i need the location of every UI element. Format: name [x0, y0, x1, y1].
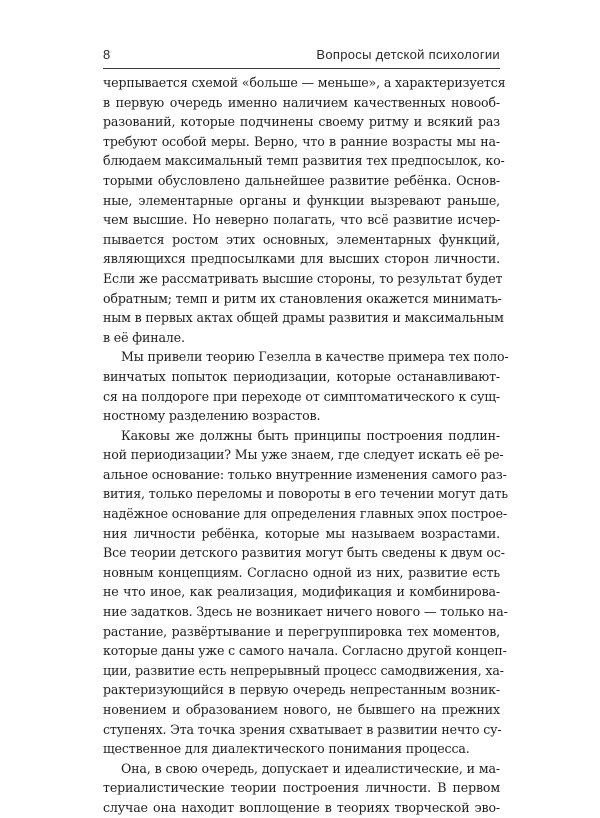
- text-line: требуют особой меры. Верно, что в ранние возрасты мы на-: [103, 133, 500, 149]
- text-line: Мы привели теорию Гезелла в качестве примера тех поло-: [121, 349, 509, 365]
- text-line: ной периодизации? Мы уже знаем, где следует искать её ре-: [103, 447, 504, 463]
- text-line: альное основание: только внутренние изменения самого раз-: [103, 466, 507, 482]
- page-number: 8: [103, 47, 111, 62]
- text-line: торыми обусловлено дальнейшее развитие ребёнка. Основ-: [103, 172, 500, 188]
- body-text: [103, 73, 509, 818]
- text-line: Каковы же должны быть принципы построения подлин-: [121, 427, 500, 443]
- text-line: блюдаем максимальный темп развития тех предпосылок, ко-: [103, 153, 505, 169]
- text-line: не что иное, как реализация, модификация и комбинирова-: [103, 584, 500, 600]
- text-line: щественное для диалектического понимания процесса.: [103, 741, 470, 757]
- text-line: ступенях. Эта точка зрения схватывает в развитии нечто су-: [103, 721, 502, 737]
- text-line: вития, только переломы и повороты в его течении могут дать: [103, 486, 508, 502]
- text-line: винчатых попыток периодизации, которые останавливают-: [103, 368, 500, 384]
- text-line: являющихся предпосылками для высших сторон личности.: [103, 251, 500, 267]
- text-line: в первую очередь именно наличием качественных новооб-: [103, 94, 500, 110]
- text-line: растание, развёртывание и перегруппировка тех моментов,: [103, 623, 500, 639]
- text-line: Если же рассматривать высшие стороны, то результат будет: [103, 270, 503, 286]
- text-line: ным в первых актах общей драмы развития и максимальным: [103, 310, 504, 326]
- text-line: чем высшие. Но неверно полагать, что всё развитие исчер-: [103, 212, 500, 228]
- book-title: Вопросы детской психологии: [316, 47, 500, 62]
- running-head: [103, 44, 500, 69]
- text-line: Все теории детского развития могут быть сведены к двум ос-: [103, 545, 505, 561]
- text-line: ностному разделению возрастов.: [103, 408, 321, 424]
- text-line: черпывается схемой «больше — меньше», а характеризуется: [103, 75, 506, 90]
- text-line: Она, в свою очередь, допускает и идеалистические, и ма-: [121, 760, 500, 776]
- text-line: разований, которые подчинены своему ритму и всякий раз: [103, 114, 500, 130]
- text-line: в её финале.: [103, 329, 185, 345]
- text-line: новным концепциям. Согласно одной из них, развитие есть: [103, 564, 500, 580]
- text-line: териалистические теории построения личности. В первом: [103, 780, 500, 796]
- text-line: новением и образованием нового, не бывшего на прежних: [103, 702, 500, 717]
- text-line: пывается ростом этих основных, элементарных функций,: [103, 231, 500, 247]
- text-line: ние задатков. Здесь не возникает ничего нового — только на-: [103, 604, 508, 620]
- text-line: обратным; темп и ритм их становления окажется минимать-: [103, 290, 502, 306]
- text-line: надёжное основание для определения главных эпох построе-: [103, 506, 507, 522]
- text-line: которые даны уже с самого начала. Согласно другой концеп-: [103, 643, 507, 659]
- text-line: рактеризующийся в первую очередь непрестанным возник-: [103, 682, 500, 698]
- text-line: ся на полдороге при переходе от симптоматического к сущ-: [103, 388, 500, 404]
- text-line: ции, развитие есть непрерывный процесс самодвижения, ха-: [103, 662, 504, 678]
- text-line: ные, элементарные органы и функции вызревают раньше,: [103, 192, 500, 208]
- text-line: случае она находит воплощение в теориях творческой эво-: [103, 799, 500, 815]
- text-line: ния личности ребёнка, которые мы называем возрастами.: [103, 525, 500, 541]
